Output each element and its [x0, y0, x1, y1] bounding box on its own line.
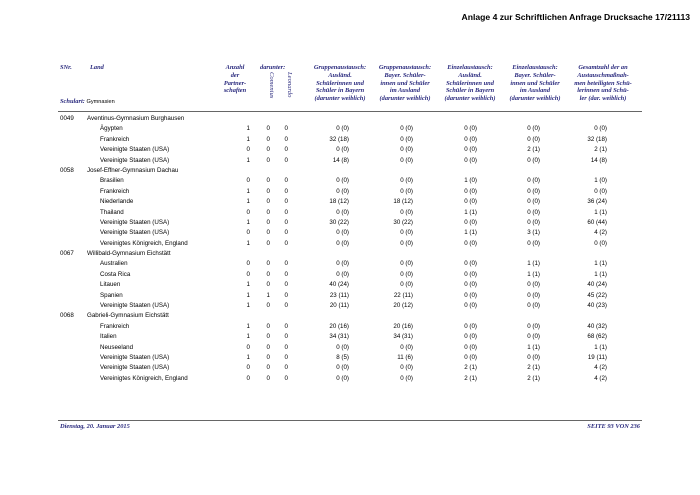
- cell-group-bavarian: 0 (0): [400, 146, 413, 154]
- cell-single-foreign: 0 (0): [464, 270, 477, 278]
- cell-leonardo: 0: [284, 281, 288, 289]
- cell-land: Neuseeland: [100, 343, 134, 351]
- cell-group-foreign: 23 (11): [329, 291, 349, 299]
- header-schulart: Schulart: Gymnasien: [60, 98, 115, 105]
- cell-comenius: 0: [266, 156, 270, 164]
- table-row: [60, 135, 640, 145]
- header-single-bavarian: Einzelaustausch: Bayer. Schüler- innen und Schüler im Ausland (darunter weiblich): [509, 64, 561, 103]
- cell-comenius: 0: [266, 218, 270, 226]
- cell-anzahl: 1: [246, 291, 250, 299]
- cell-leonardo: 0: [284, 146, 288, 154]
- cell-anzahl: 1: [246, 218, 250, 226]
- cell-single-foreign: 0 (0): [464, 156, 477, 164]
- cell-single-foreign: 0 (0): [464, 353, 477, 361]
- cell-anzahl: 0: [246, 146, 250, 154]
- cell-leonardo: 0: [284, 208, 288, 216]
- cell-comenius: 0: [266, 198, 270, 206]
- cell-group-bavarian: 20 (12): [393, 302, 413, 310]
- school-number: 0058: [60, 166, 74, 174]
- cell-anzahl: 1: [246, 322, 250, 330]
- cell-total: 1 (1): [594, 208, 607, 216]
- school-name: Aventinus-Gymnasium Burghausen: [87, 115, 185, 122]
- cell-total: 0 (0): [594, 125, 607, 133]
- cell-group-bavarian: 0 (0): [400, 229, 413, 237]
- cell-single-foreign: 0 (0): [464, 135, 477, 143]
- table-header: [60, 64, 640, 108]
- table-row: [60, 374, 640, 384]
- cell-land: Thailand: [100, 208, 124, 216]
- cell-group-foreign: 8 (5): [336, 353, 349, 361]
- cell-total: 4 (2): [594, 229, 607, 237]
- table-row: [60, 228, 640, 238]
- cell-single-foreign: 2 (1): [464, 364, 477, 372]
- cell-group-bavarian: 0 (0): [400, 239, 413, 247]
- cell-single-bavarian: 0 (0): [527, 125, 540, 133]
- cell-land: Vereinigte Staaten (USA): [100, 218, 170, 226]
- cell-single-bavarian: 1 (1): [527, 260, 540, 268]
- cell-single-foreign: 0 (0): [464, 322, 477, 330]
- header-total: Gesamtzahl der an Austauschmaßnah- men beteiligten Schü- lerinnen und Schü- ler (dar. weiblich): [574, 64, 632, 103]
- cell-single-bavarian: 0 (0): [527, 322, 540, 330]
- cell-total: 68 (62): [587, 333, 607, 341]
- header-leonardo: Leonardo: [286, 72, 293, 98]
- cell-comenius: 0: [266, 270, 270, 278]
- cell-single-foreign: 0 (0): [464, 343, 477, 351]
- cell-total: 4 (2): [594, 374, 607, 382]
- cell-leonardo: 0: [284, 353, 288, 361]
- cell-anzahl: 1: [246, 135, 250, 143]
- cell-total: 0 (0): [594, 239, 607, 247]
- cell-single-foreign: 0 (0): [464, 198, 477, 206]
- cell-anzahl: 0: [246, 208, 250, 216]
- cell-comenius: 0: [266, 208, 270, 216]
- cell-leonardo: 0: [284, 239, 288, 247]
- table-row: [60, 145, 640, 155]
- cell-land: Frankreich: [100, 135, 130, 143]
- table-row: [60, 197, 640, 207]
- school-number: 0067: [60, 250, 74, 258]
- cell-single-foreign: 0 (0): [464, 291, 477, 299]
- cell-land: Vereinigtes Königreich, England: [100, 239, 188, 247]
- cell-anzahl: 1: [246, 302, 250, 310]
- cell-leonardo: 0: [284, 374, 288, 382]
- cell-group-foreign: 32 (18): [329, 135, 349, 143]
- cell-land: Ägypten: [100, 125, 123, 133]
- cell-leonardo: 0: [284, 291, 288, 299]
- cell-anzahl: 1: [246, 333, 250, 341]
- data-table: [60, 114, 640, 384]
- cell-anzahl: 1: [246, 187, 250, 195]
- cell-group-foreign: 14 (8): [332, 156, 349, 164]
- cell-comenius: 1: [266, 291, 270, 299]
- cell-land: Australien: [100, 260, 128, 268]
- table-row: [60, 363, 640, 373]
- cell-group-bavarian: 0 (0): [400, 177, 413, 185]
- cell-total: 60 (44): [587, 218, 607, 226]
- school-row: [60, 114, 640, 124]
- table-row: [60, 239, 640, 249]
- cell-total: 1 (0): [594, 177, 607, 185]
- cell-group-bavarian: 0 (0): [400, 343, 413, 351]
- cell-single-foreign: 0 (0): [464, 187, 477, 195]
- cell-single-bavarian: 1 (1): [527, 343, 540, 351]
- cell-leonardo: 0: [284, 135, 288, 143]
- cell-total: 1 (1): [594, 260, 607, 268]
- cell-single-foreign: 0 (0): [464, 146, 477, 154]
- cell-leonardo: 0: [284, 177, 288, 185]
- cell-comenius: 0: [266, 187, 270, 195]
- cell-single-foreign: 0 (0): [464, 302, 477, 310]
- cell-leonardo: 0: [284, 333, 288, 341]
- cell-group-foreign: 20 (16): [329, 322, 349, 330]
- cell-leonardo: 0: [284, 302, 288, 310]
- cell-single-bavarian: 2 (1): [527, 374, 540, 382]
- cell-single-foreign: 0 (0): [464, 333, 477, 341]
- cell-group-foreign: 0 (0): [336, 374, 349, 382]
- school-number: 0068: [60, 312, 74, 320]
- cell-group-bavarian: 0 (0): [400, 156, 413, 164]
- school-row: [60, 166, 640, 176]
- header-anzahl: Anzahl der Partner- schaften: [223, 64, 247, 95]
- cell-group-foreign: 30 (22): [329, 218, 349, 226]
- cell-land: Vereinigte Staaten (USA): [100, 364, 170, 372]
- cell-leonardo: 0: [284, 187, 288, 195]
- cell-group-foreign: 18 (12): [329, 198, 349, 206]
- cell-comenius: 0: [266, 322, 270, 330]
- cell-land: Spanien: [100, 291, 123, 299]
- cell-leonardo: 0: [284, 218, 288, 226]
- cell-group-bavarian: 0 (0): [400, 364, 413, 372]
- cell-anzahl: 0: [246, 374, 250, 382]
- cell-group-bavarian: 11 (6): [397, 353, 413, 361]
- cell-single-foreign: 0 (0): [464, 239, 477, 247]
- header-snr: SNr.: [60, 64, 72, 71]
- table-row: [60, 187, 640, 197]
- cell-anzahl: 0: [246, 260, 250, 268]
- cell-group-bavarian: 0 (0): [400, 208, 413, 216]
- header-darunter: darunter:: [260, 64, 286, 71]
- table-row: [60, 124, 640, 134]
- cell-single-bavarian: 0 (0): [527, 239, 540, 247]
- cell-comenius: 0: [266, 146, 270, 154]
- cell-total: 14 (8): [590, 156, 607, 164]
- cell-land: Vereinigte Staaten (USA): [100, 353, 170, 361]
- cell-group-bavarian: 0 (0): [400, 135, 413, 143]
- cell-group-bavarian: 22 (11): [393, 291, 413, 299]
- table-row: [60, 280, 640, 290]
- footer-page-number: SEITE 93 VON 236: [587, 423, 640, 430]
- cell-anzahl: 1: [246, 281, 250, 289]
- cell-leonardo: 0: [284, 260, 288, 268]
- cell-single-bavarian: 0 (0): [527, 177, 540, 185]
- cell-group-bavarian: 0 (0): [400, 281, 413, 289]
- cell-group-foreign: 0 (0): [336, 187, 349, 195]
- cell-group-foreign: 0 (0): [336, 146, 349, 154]
- cell-single-foreign: 1 (0): [464, 177, 477, 185]
- table-row: [60, 218, 640, 228]
- cell-group-foreign: 0 (0): [336, 364, 349, 372]
- cell-land: Frankreich: [100, 322, 130, 330]
- cell-group-bavarian: 0 (0): [400, 125, 413, 133]
- cell-land: Costa Rica: [100, 270, 131, 278]
- header-rule: [58, 111, 642, 112]
- table-row: [60, 353, 640, 363]
- cell-group-foreign: 34 (31): [329, 333, 349, 341]
- cell-land: Vereinigte Staaten (USA): [100, 146, 170, 154]
- cell-single-foreign: 0 (0): [464, 260, 477, 268]
- cell-leonardo: 0: [284, 156, 288, 164]
- cell-single-bavarian: 0 (0): [527, 187, 540, 195]
- cell-total: 32 (18): [587, 135, 607, 143]
- school-name: Willibald-Gymnasium Eichstätt: [87, 250, 171, 258]
- cell-anzahl: 0: [246, 270, 250, 278]
- cell-single-foreign: 0 (0): [464, 125, 477, 133]
- cell-single-bavarian: 0 (0): [527, 281, 540, 289]
- cell-single-bavarian: 0 (0): [527, 135, 540, 143]
- cell-total: 40 (32): [587, 322, 607, 330]
- cell-comenius: 0: [266, 343, 270, 351]
- table-row: [60, 301, 640, 311]
- cell-single-bavarian: 0 (0): [527, 156, 540, 164]
- cell-single-bavarian: 0 (0): [527, 208, 540, 216]
- cell-single-bavarian: 3 (1): [527, 229, 540, 237]
- cell-leonardo: 0: [284, 125, 288, 133]
- cell-total: 40 (23): [587, 302, 607, 310]
- cell-comenius: 0: [266, 125, 270, 133]
- school-name: Josef-Effner-Gymnasium Dachau: [87, 166, 179, 174]
- school-name: Gabrieli-Gymnasium Eichstätt: [87, 312, 169, 320]
- table-row: [60, 322, 640, 332]
- school-row: [60, 311, 640, 321]
- footer-rule: [58, 420, 642, 421]
- cell-comenius: 0: [266, 302, 270, 310]
- table-row: [60, 291, 640, 301]
- cell-leonardo: 0: [284, 229, 288, 237]
- cell-group-bavarian: 0 (0): [400, 270, 413, 278]
- cell-land: Litauen: [100, 281, 121, 289]
- document-reference: Anlage 4 zur Schriftlichen Anfrage Drucksache 17/21113: [461, 12, 690, 22]
- cell-total: 1 (1): [594, 270, 607, 278]
- cell-anzahl: 1: [246, 156, 250, 164]
- cell-land: Brasilien: [100, 177, 124, 185]
- table-row: [60, 259, 640, 269]
- cell-group-foreign: 0 (0): [336, 270, 349, 278]
- table-row: [60, 332, 640, 342]
- cell-single-bavarian: 2 (1): [527, 146, 540, 154]
- cell-single-bavarian: 0 (0): [527, 302, 540, 310]
- cell-total: 19 (11): [587, 353, 607, 361]
- cell-group-foreign: 0 (0): [336, 177, 349, 185]
- cell-group-foreign: 0 (0): [336, 208, 349, 216]
- school-number: 0049: [60, 115, 74, 122]
- cell-group-foreign: 0 (0): [336, 125, 349, 133]
- cell-leonardo: 0: [284, 364, 288, 372]
- cell-leonardo: 0: [284, 270, 288, 278]
- cell-comenius: 0: [266, 353, 270, 361]
- cell-anzahl: 1: [246, 239, 250, 247]
- cell-group-foreign: 0 (0): [336, 260, 349, 268]
- header-single-foreign: Einzelaustausch: Ausländ. Schülerinnen und Schüler in Bayern (darunter weiblich): [444, 64, 496, 103]
- cell-group-bavarian: 20 (16): [393, 322, 413, 330]
- cell-single-bavarian: 0 (0): [527, 333, 540, 341]
- cell-comenius: 0: [266, 364, 270, 372]
- header-land: Land: [90, 64, 104, 71]
- cell-group-bavarian: 0 (0): [400, 374, 413, 382]
- cell-group-foreign: 40 (24): [329, 281, 349, 289]
- cell-total: 45 (22): [587, 291, 607, 299]
- header-group-foreign: Gruppenaustausch: Ausländ. Schülerinnen und Schüler in Bayern (darunter weiblich): [313, 64, 367, 103]
- cell-comenius: 0: [266, 177, 270, 185]
- table-row: [60, 208, 640, 218]
- cell-single-foreign: 0 (0): [464, 281, 477, 289]
- cell-comenius: 0: [266, 239, 270, 247]
- cell-total: 40 (24): [587, 281, 607, 289]
- header-comenius: Comenius: [268, 72, 275, 99]
- cell-group-foreign: 0 (0): [336, 343, 349, 351]
- cell-anzahl: 1: [246, 125, 250, 133]
- cell-single-bavarian: 0 (0): [527, 198, 540, 206]
- cell-comenius: 0: [266, 229, 270, 237]
- cell-anzahl: 0: [246, 229, 250, 237]
- cell-leonardo: 0: [284, 343, 288, 351]
- school-row: [60, 249, 640, 259]
- cell-comenius: 0: [266, 281, 270, 289]
- cell-single-foreign: 0 (0): [464, 218, 477, 226]
- cell-land: Vereinigte Staaten (USA): [100, 302, 170, 310]
- cell-single-foreign: 2 (1): [464, 374, 477, 382]
- cell-total: 1 (1): [594, 343, 607, 351]
- cell-single-foreign: 1 (1): [464, 208, 477, 216]
- cell-leonardo: 0: [284, 198, 288, 206]
- cell-anzahl: 1: [246, 198, 250, 206]
- cell-single-bavarian: 0 (0): [527, 218, 540, 226]
- table-row: [60, 176, 640, 186]
- cell-anzahl: 1: [246, 353, 250, 361]
- cell-group-bavarian: 18 (12): [393, 198, 413, 206]
- cell-anzahl: 0: [246, 364, 250, 372]
- cell-group-bavarian: 0 (0): [400, 260, 413, 268]
- cell-single-bavarian: 1 (1): [527, 270, 540, 278]
- cell-total: 2 (1): [594, 146, 607, 154]
- cell-anzahl: 0: [246, 177, 250, 185]
- footer-date: Dienstag, 20. Januar 2015: [60, 423, 130, 430]
- cell-comenius: 0: [266, 135, 270, 143]
- cell-land: Italien: [100, 333, 117, 341]
- cell-total: 36 (24): [587, 198, 607, 206]
- cell-land: Frankreich: [100, 187, 130, 195]
- table-row: [60, 343, 640, 353]
- cell-group-foreign: 0 (0): [336, 229, 349, 237]
- cell-land: Vereinigte Staaten (USA): [100, 156, 170, 164]
- cell-land: Niederlande: [100, 198, 134, 206]
- cell-group-bavarian: 0 (0): [400, 187, 413, 195]
- header-group-bavarian: Gruppenaustausch: Bayer. Schüler- innen und Schüler im Ausland (darunter weiblich): [378, 64, 432, 103]
- cell-group-foreign: 20 (11): [329, 302, 349, 310]
- cell-group-foreign: 0 (0): [336, 239, 349, 247]
- cell-anzahl: 0: [246, 343, 250, 351]
- cell-single-bavarian: 2 (1): [527, 364, 540, 372]
- cell-comenius: 0: [266, 260, 270, 268]
- cell-comenius: 0: [266, 374, 270, 382]
- cell-total: 4 (2): [594, 364, 607, 372]
- cell-comenius: 0: [266, 333, 270, 341]
- cell-leonardo: 0: [284, 322, 288, 330]
- cell-land: Vereinigtes Königreich, England: [100, 374, 188, 382]
- cell-group-bavarian: 30 (22): [393, 218, 413, 226]
- table-row: [60, 270, 640, 280]
- cell-total: 0 (0): [594, 187, 607, 195]
- cell-group-bavarian: 34 (31): [393, 333, 413, 341]
- cell-land: Vereinigte Staaten (USA): [100, 229, 170, 237]
- cell-single-foreign: 1 (1): [464, 229, 477, 237]
- cell-single-bavarian: 0 (0): [527, 353, 540, 361]
- table-row: [60, 156, 640, 166]
- cell-single-bavarian: 0 (0): [527, 291, 540, 299]
